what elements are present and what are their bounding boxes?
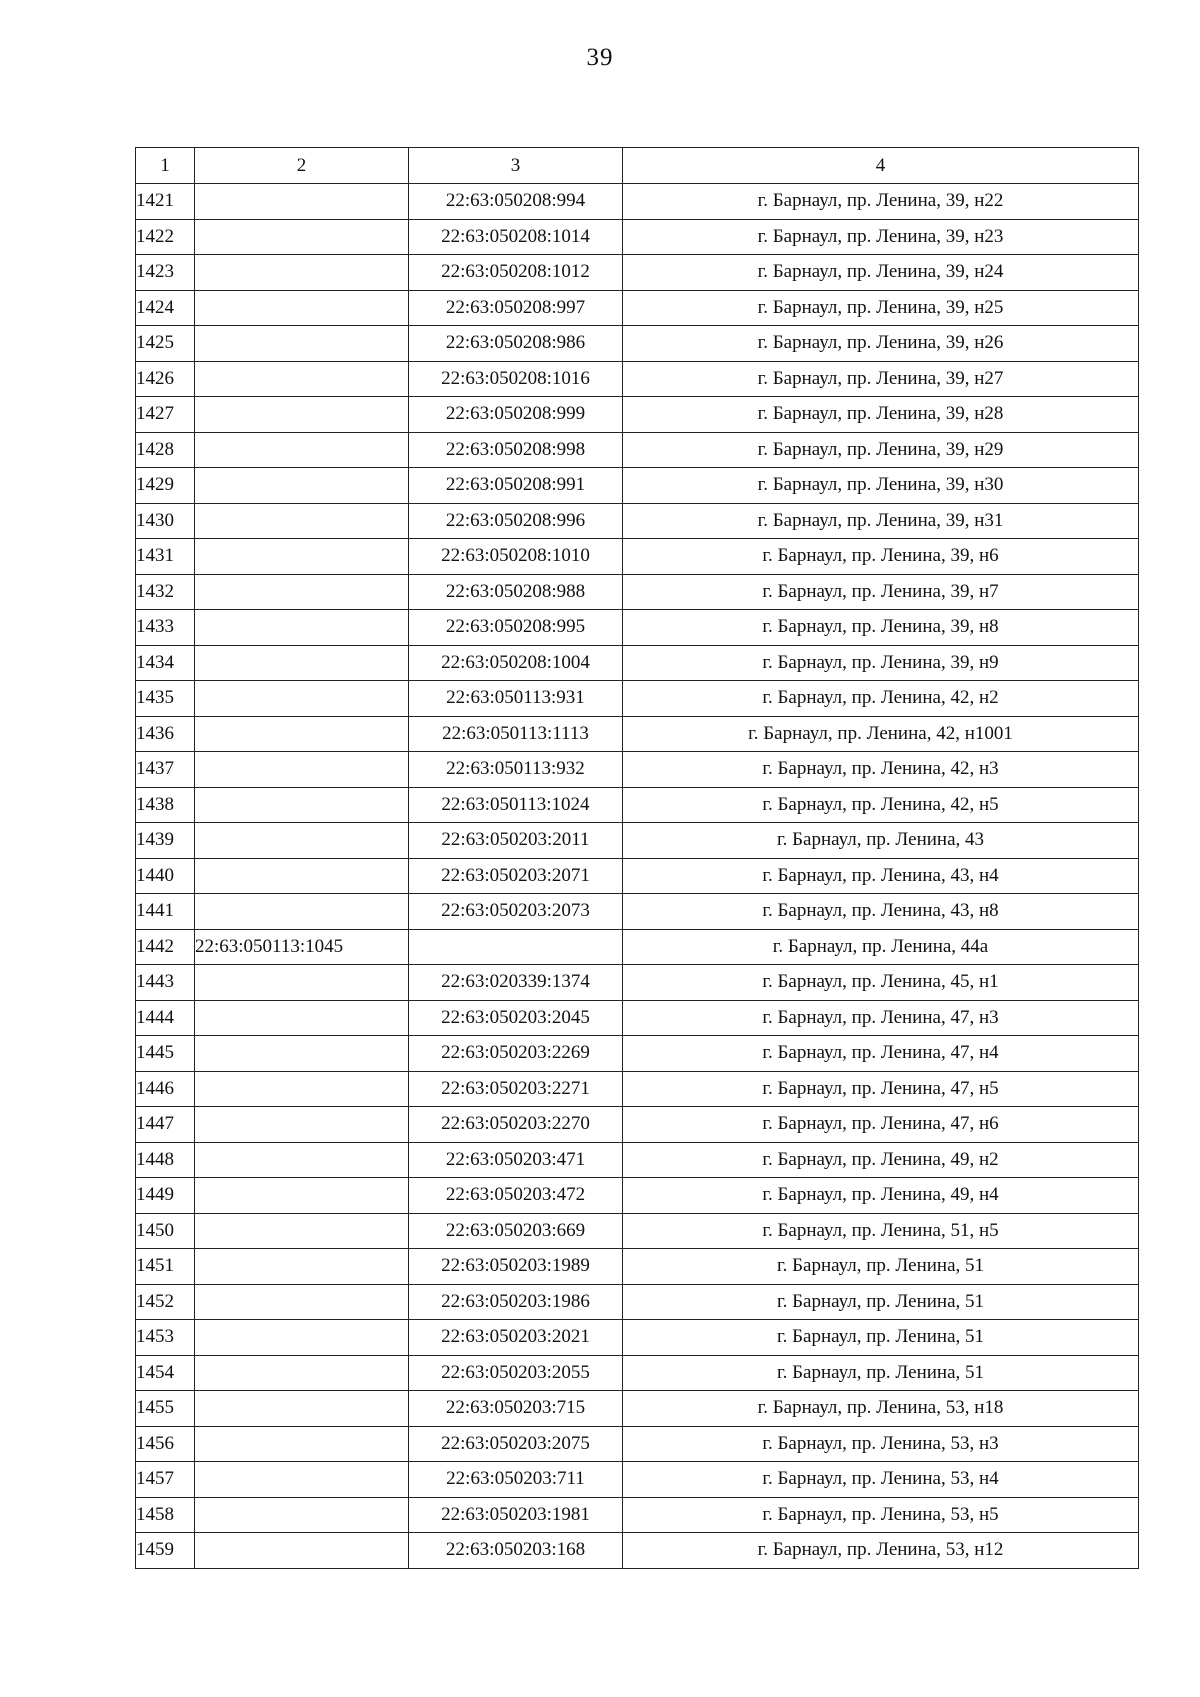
table-row [136,787,1139,823]
table-row [136,610,1139,646]
table-row [136,397,1139,433]
table-row [136,1213,1139,1249]
table-row [136,1355,1139,1391]
address-cell: г. Барнаул, пр. Ленина, 49, н2 [623,1142,1139,1178]
address-cell: г. Барнаул, пр. Ленина, 53, н12 [623,1533,1139,1569]
cadastral-number-2-cell [195,397,409,433]
cadastral-number-3-cell: 22:63:050203:2269 [409,1036,623,1072]
address-cell: г. Барнаул, пр. Ленина, 51 [623,1355,1139,1391]
address-cell: г. Барнаул, пр. Ленина, 44а [623,929,1139,965]
address-cell: г. Барнаул, пр. Ленина, 39, н8 [623,610,1139,646]
cadastral-number-2-cell [195,1249,409,1285]
row-number-cell: 1424 [136,290,195,326]
address-cell: г. Барнаул, пр. Ленина, 47, н5 [623,1071,1139,1107]
cadastral-number-2-cell [195,858,409,894]
row-number-cell: 1451 [136,1249,195,1285]
row-number-cell: 1453 [136,1320,195,1356]
row-number-cell: 1442 [136,929,195,965]
cadastral-number-3-cell: 22:63:050113:1113 [409,716,623,752]
row-number-cell: 1448 [136,1142,195,1178]
address-cell: г. Барнаул, пр. Ленина, 39, н6 [623,539,1139,575]
address-cell: г. Барнаул, пр. Ленина, 39, н30 [623,468,1139,504]
row-number-cell: 1428 [136,432,195,468]
table-row [136,1320,1139,1356]
address-cell: г. Барнаул, пр. Ленина, 47, н4 [623,1036,1139,1072]
row-number-cell: 1436 [136,716,195,752]
cadastral-number-2-cell [195,1462,409,1498]
address-cell: г. Барнаул, пр. Ленина, 45, н1 [623,965,1139,1001]
row-number-cell: 1431 [136,539,195,575]
row-number-cell: 1455 [136,1391,195,1427]
table-row [136,1284,1139,1320]
table-row [136,929,1139,965]
cadastral-number-3-cell: 22:63:050208:1014 [409,219,623,255]
cadastral-number-3-cell: 22:63:050208:1010 [409,539,623,575]
table-row [136,1107,1139,1143]
cadastral-number-3-cell: 22:63:050203:472 [409,1178,623,1214]
page-number: 39 [586,44,614,71]
address-cell: г. Барнаул, пр. Ленина, 51 [623,1320,1139,1356]
cadastral-number-3-cell: 22:63:050203:2011 [409,823,623,859]
cadastral-number-2-cell [195,361,409,397]
cadastral-number-3-cell: 22:63:050203:2071 [409,858,623,894]
row-number-cell: 1452 [136,1284,195,1320]
table-row [136,1178,1139,1214]
cadastral-number-2-cell [195,1391,409,1427]
table-header [136,148,1139,184]
row-number-cell: 1458 [136,1497,195,1533]
cadastral-number-3-cell: 22:63:050113:931 [409,681,623,717]
address-cell: г. Барнаул, пр. Ленина, 42, н3 [623,752,1139,788]
cadastral-number-3-cell: 22:63:050203:669 [409,1213,623,1249]
cadastral-number-2-cell [195,681,409,717]
cadastral-number-3-cell: 22:63:050203:2021 [409,1320,623,1356]
address-cell: г. Барнаул, пр. Ленина, 47, н6 [623,1107,1139,1143]
address-cell: г. Барнаул, пр. Ленина, 51 [623,1249,1139,1285]
cadastral-number-2-cell [195,432,409,468]
cadastral-number-2-cell [195,1000,409,1036]
table-row [136,184,1139,220]
table-row [136,681,1139,717]
address-cell: г. Барнаул, пр. Ленина, 39, н22 [623,184,1139,220]
cadastral-number-2-cell [195,823,409,859]
address-cell: г. Барнаул, пр. Ленина, 39, н25 [623,290,1139,326]
cadastral-number-2-cell [195,1142,409,1178]
cadastral-number-3-cell: 22:63:050208:991 [409,468,623,504]
row-number-cell: 1439 [136,823,195,859]
cadastral-number-3-cell: 22:63:050203:2045 [409,1000,623,1036]
address-cell: г. Барнаул, пр. Ленина, 39, н24 [623,255,1139,291]
address-cell: г. Барнаул, пр. Ленина, 39, н9 [623,645,1139,681]
cadastral-number-2-cell [195,965,409,1001]
row-number-cell: 1422 [136,219,195,255]
address-cell: г. Барнаул, пр. Ленина, 51 [623,1284,1139,1320]
address-cell: г. Барнаул, пр. Ленина, 53, н18 [623,1391,1139,1427]
cadastral-number-2-cell [195,255,409,291]
cadastral-number-3-cell: 22:63:050203:168 [409,1533,623,1569]
row-number-cell: 1433 [136,610,195,646]
address-cell: г. Барнаул, пр. Ленина, 43 [623,823,1139,859]
row-number-cell: 1421 [136,184,195,220]
cadastral-number-3-cell: 22:63:050203:715 [409,1391,623,1427]
cadastral-number-3-cell: 22:63:050208:995 [409,610,623,646]
cadastral-number-3-cell: 22:63:050208:986 [409,326,623,362]
cadastral-number-2-cell [195,539,409,575]
table-row [136,219,1139,255]
cadastral-number-3-cell: 22:63:050113:1024 [409,787,623,823]
cadastral-number-3-cell [409,929,623,965]
cadastral-number-2-cell [195,1426,409,1462]
address-cell: г. Барнаул, пр. Ленина, 43, н8 [623,894,1139,930]
cadastral-number-2-cell [195,503,409,539]
table-row [136,1071,1139,1107]
table-row [136,1497,1139,1533]
table-row [136,255,1139,291]
table-row [136,1036,1139,1072]
cadastral-number-3-cell: 22:63:050203:1986 [409,1284,623,1320]
cadastral-number-2-cell [195,1213,409,1249]
row-number-cell: 1445 [136,1036,195,1072]
cadastral-number-2-cell [195,1178,409,1214]
row-number-cell: 1454 [136,1355,195,1391]
row-number-cell: 1429 [136,468,195,504]
table-row [136,468,1139,504]
address-cell: г. Барнаул, пр. Ленина, 43, н4 [623,858,1139,894]
cadastral-number-3-cell: 22:63:050208:996 [409,503,623,539]
row-number-cell: 1440 [136,858,195,894]
row-number-cell: 1456 [136,1426,195,1462]
cadastral-number-2-cell [195,1071,409,1107]
cadastral-number-2-cell [195,326,409,362]
cadastral-number-3-cell: 22:63:050203:2270 [409,1107,623,1143]
cadastral-number-3-cell: 22:63:050203:471 [409,1142,623,1178]
table-row [136,1142,1139,1178]
cadastral-number-2-cell [195,219,409,255]
cadastral-number-3-cell: 22:63:050113:932 [409,752,623,788]
cadastral-number-3-cell: 22:63:050208:994 [409,184,623,220]
table-row [136,1533,1139,1569]
cadastral-number-2-cell [195,1284,409,1320]
table-row [136,1462,1139,1498]
cadastral-number-3-cell: 22:63:050203:2075 [409,1426,623,1462]
address-cell: г. Барнаул, пр. Ленина, 39, н29 [623,432,1139,468]
table-row [136,432,1139,468]
table-row [136,858,1139,894]
cadastral-number-2-cell [195,1497,409,1533]
address-cell: г. Барнаул, пр. Ленина, 53, н3 [623,1426,1139,1462]
cadastral-number-3-cell: 22:63:050208:998 [409,432,623,468]
cadastral-number-3-cell: 22:63:050203:2073 [409,894,623,930]
cadastral-number-2-cell [195,574,409,610]
header-row [136,148,1139,184]
table-row [136,290,1139,326]
cadastral-number-2-cell [195,1355,409,1391]
cadastral-number-3-cell: 22:63:050208:997 [409,290,623,326]
table-row [136,1000,1139,1036]
cadastral-number-3-cell: 22:63:050208:999 [409,397,623,433]
address-cell: г. Барнаул, пр. Ленина, 39, н23 [623,219,1139,255]
row-number-cell: 1446 [136,1071,195,1107]
cadastral-number-3-cell: 22:63:050208:1012 [409,255,623,291]
cadastral-number-3-cell: 22:63:050203:2271 [409,1071,623,1107]
cadastral-number-2-cell [195,290,409,326]
address-cell: г. Барнаул, пр. Ленина, 39, н26 [623,326,1139,362]
row-number-cell: 1426 [136,361,195,397]
row-number-cell: 1450 [136,1213,195,1249]
table-body [136,184,1139,1569]
table-row [136,716,1139,752]
address-cell: г. Барнаул, пр. Ленина, 51, н5 [623,1213,1139,1249]
row-number-cell: 1459 [136,1533,195,1569]
table-row [136,1426,1139,1462]
table-row [136,539,1139,575]
table-row [136,1391,1139,1427]
cadastral-number-3-cell: 22:63:050203:711 [409,1462,623,1498]
cadastral-number-3-cell: 22:63:050208:988 [409,574,623,610]
address-cell: г. Барнаул, пр. Ленина, 39, н7 [623,574,1139,610]
address-cell: г. Барнаул, пр. Ленина, 42, н1001 [623,716,1139,752]
row-number-cell: 1427 [136,397,195,433]
cadastral-number-3-cell: 22:63:050203:1989 [409,1249,623,1285]
column-header-2: 2 [195,148,409,184]
cadastral-number-2-cell [195,1320,409,1356]
cadastral-number-3-cell: 22:63:020339:1374 [409,965,623,1001]
row-number-cell: 1437 [136,752,195,788]
table-row [136,752,1139,788]
cadastral-number-2-cell [195,610,409,646]
registry-table [135,147,1139,1569]
row-number-cell: 1443 [136,965,195,1001]
row-number-cell: 1444 [136,1000,195,1036]
table-row [136,326,1139,362]
cadastral-number-2-cell [195,184,409,220]
cadastral-number-2-cell [195,468,409,504]
row-number-cell: 1430 [136,503,195,539]
address-cell: г. Барнаул, пр. Ленина, 39, н28 [623,397,1139,433]
table-row [136,965,1139,1001]
cadastral-number-2-cell: 22:63:050113:1045 [195,929,409,965]
column-header-1: 1 [136,148,195,184]
cadastral-number-2-cell [195,894,409,930]
address-cell: г. Барнаул, пр. Ленина, 42, н2 [623,681,1139,717]
cadastral-number-2-cell [195,645,409,681]
column-header-3: 3 [409,148,623,184]
address-cell: г. Барнаул, пр. Ленина, 53, н4 [623,1462,1139,1498]
row-number-cell: 1457 [136,1462,195,1498]
table-row [136,503,1139,539]
row-number-cell: 1435 [136,681,195,717]
address-cell: г. Барнаул, пр. Ленина, 47, н3 [623,1000,1139,1036]
row-number-cell: 1449 [136,1178,195,1214]
cadastral-number-2-cell [195,1533,409,1569]
row-number-cell: 1425 [136,326,195,362]
cadastral-number-2-cell [195,787,409,823]
address-cell: г. Барнаул, пр. Ленина, 39, н31 [623,503,1139,539]
table-row [136,823,1139,859]
cadastral-number-3-cell: 22:63:050203:1981 [409,1497,623,1533]
table-row [136,361,1139,397]
column-header-4: 4 [623,148,1139,184]
address-cell: г. Барнаул, пр. Ленина, 39, н27 [623,361,1139,397]
row-number-cell: 1438 [136,787,195,823]
cadastral-number-3-cell: 22:63:050208:1004 [409,645,623,681]
row-number-cell: 1423 [136,255,195,291]
address-cell: г. Барнаул, пр. Ленина, 42, н5 [623,787,1139,823]
table-row [136,894,1139,930]
address-cell: г. Барнаул, пр. Ленина, 49, н4 [623,1178,1139,1214]
cadastral-number-3-cell: 22:63:050208:1016 [409,361,623,397]
table-row [136,1249,1139,1285]
table-row [136,645,1139,681]
address-cell: г. Барнаул, пр. Ленина, 53, н5 [623,1497,1139,1533]
table-row [136,574,1139,610]
cadastral-number-2-cell [195,752,409,788]
row-number-cell: 1441 [136,894,195,930]
cadastral-number-2-cell [195,1036,409,1072]
cadastral-number-2-cell [195,716,409,752]
row-number-cell: 1447 [136,1107,195,1143]
row-number-cell: 1434 [136,645,195,681]
cadastral-number-2-cell [195,1107,409,1143]
row-number-cell: 1432 [136,574,195,610]
cadastral-number-3-cell: 22:63:050203:2055 [409,1355,623,1391]
